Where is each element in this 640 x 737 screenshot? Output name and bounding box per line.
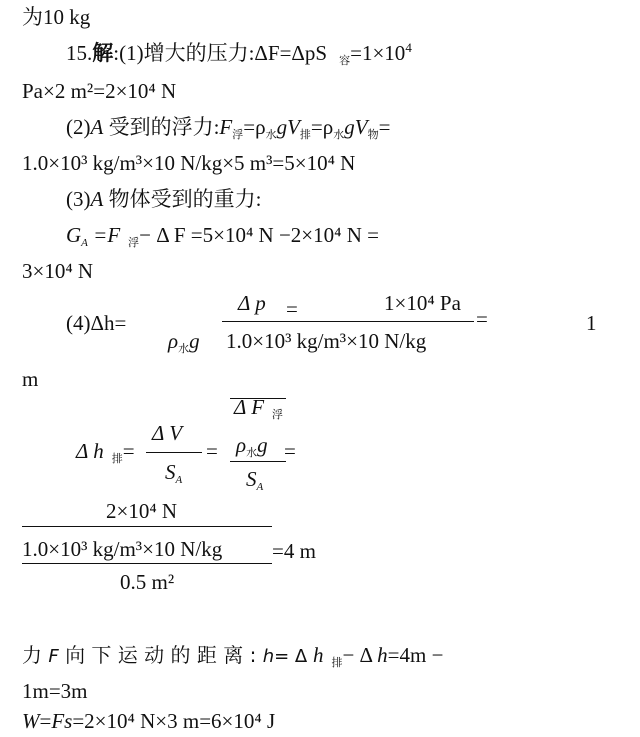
fraction-numerator xyxy=(238,290,266,316)
text-line xyxy=(22,642,443,670)
delta-h: Δ h xyxy=(76,439,104,463)
text-line xyxy=(66,40,412,66)
area-value: 0.5 m² xyxy=(120,570,175,594)
line-text: =ρ xyxy=(310,115,334,139)
equals-sign: = xyxy=(39,709,52,733)
line-text: gV xyxy=(344,115,368,139)
line-text: = Δ xyxy=(274,646,313,667)
line-text: Pa×2 m²=2×10⁴ N xyxy=(22,79,177,103)
subscript: A xyxy=(175,474,183,486)
fraction-numerator xyxy=(106,498,177,524)
text-line xyxy=(22,258,93,284)
text-line xyxy=(76,438,135,464)
line-text: 受到的浮力: xyxy=(103,115,220,139)
subscript: 排 xyxy=(111,453,123,465)
fraction-bar xyxy=(22,563,272,564)
inner-denominator xyxy=(236,432,268,458)
numerator-text: 1×10⁴ Pa xyxy=(384,291,461,315)
subscript: 物 xyxy=(367,129,379,141)
fraction-numerator xyxy=(234,394,283,420)
line-text: =ρ xyxy=(243,115,266,139)
line-text: 物体受到的重力: xyxy=(103,187,262,211)
text-line xyxy=(22,708,275,734)
line-text: =4m − xyxy=(387,643,444,667)
work-symbol: W xyxy=(22,709,40,733)
s-symbol: S xyxy=(246,467,257,491)
result-value: 1 xyxy=(586,311,597,335)
equals xyxy=(206,438,218,464)
fraction-denominator xyxy=(246,466,263,492)
s-symbol: S xyxy=(165,460,176,484)
delta-f: Δ F xyxy=(234,395,265,419)
subscript: 容 xyxy=(339,55,351,67)
superscript: 4 xyxy=(405,40,412,55)
line-text: 为10 kg xyxy=(22,5,91,29)
subscript: 水 xyxy=(333,129,345,141)
subscript: 水 xyxy=(246,447,258,459)
rho-symbol: ρ xyxy=(236,433,247,457)
numerator-text: 2×10⁴ N xyxy=(106,499,178,523)
line-text: 1m=3m xyxy=(22,679,88,703)
line-text: (4)Δh= xyxy=(66,311,127,335)
subscript: 浮 xyxy=(272,409,284,421)
force-symbol: F xyxy=(48,646,59,667)
part-label: (3) xyxy=(66,187,91,211)
question-number: 15. xyxy=(66,41,93,65)
h-symbol: h xyxy=(377,643,388,667)
part-label: (2) xyxy=(66,115,91,139)
equals xyxy=(284,438,296,464)
subscript: A xyxy=(81,237,88,249)
subscript: 排 xyxy=(331,657,343,669)
fraction-bar xyxy=(22,526,272,527)
equals-sign: = xyxy=(122,439,135,463)
line-text: 3×10⁴ N xyxy=(22,259,94,283)
result xyxy=(272,538,316,564)
denominator-text: 1.0×10³ kg/m³×10 N/kg xyxy=(22,537,223,561)
line-text: − Δ F =5×10⁴ N −2×10⁴ N = xyxy=(139,223,379,247)
text-line xyxy=(22,366,38,392)
clipped-numerator xyxy=(150,421,200,445)
fraction-dash xyxy=(286,296,298,322)
denominator-text: 1.0×10³ kg/m³×10 N/kg xyxy=(226,329,427,353)
result-value: =4 m xyxy=(272,539,316,563)
text-line xyxy=(22,4,90,30)
line-text: :(1)增大的压力:ΔF=ΔpS xyxy=(113,41,328,65)
fraction-bar xyxy=(222,321,474,322)
gravity-symbol: G xyxy=(66,223,82,247)
fraction-denominator xyxy=(165,459,182,485)
equals xyxy=(476,306,488,332)
fraction-numerator xyxy=(152,420,182,446)
g-symbol: g xyxy=(257,433,268,457)
rho-symbol: ρ xyxy=(168,329,179,353)
fraction-bar xyxy=(146,452,202,453)
subscript: 排 xyxy=(299,129,311,141)
h-symbol: h xyxy=(262,646,275,667)
line-text: =1×10 xyxy=(350,41,406,65)
text-line xyxy=(586,310,597,336)
delta-v: Δ V xyxy=(152,421,183,445)
fraction-bar xyxy=(230,461,286,462)
equals-sign: = xyxy=(476,307,488,331)
subscript: A xyxy=(256,481,264,493)
line-text: 向 下 运 动 的 距 离 : xyxy=(58,643,263,667)
force-symbol: F xyxy=(219,115,233,139)
fraction-denominator xyxy=(168,328,200,354)
text-line xyxy=(66,310,126,336)
object-label: A xyxy=(90,115,104,139)
inner-denominator xyxy=(22,536,222,562)
text-line xyxy=(66,114,390,140)
fraction-numerator xyxy=(384,290,461,316)
line-text: gV xyxy=(276,115,300,139)
g-symbol: g xyxy=(189,329,200,353)
line-text: Fs xyxy=(51,709,73,733)
unit-text: m xyxy=(22,367,39,391)
text-line xyxy=(66,222,379,248)
subscript: 水 xyxy=(265,129,277,141)
object-label: A xyxy=(90,187,104,211)
equals-sign: = xyxy=(284,439,296,463)
fraction-denominator xyxy=(226,328,426,354)
h-symbol: h xyxy=(312,643,324,667)
solution-label: 解 xyxy=(92,41,114,65)
subscript: 浮 xyxy=(128,237,140,249)
text-line xyxy=(22,150,355,176)
text-line xyxy=(22,678,88,704)
line-text: − Δ xyxy=(342,643,378,667)
line-text: = xyxy=(378,115,391,139)
equals-sign: = xyxy=(206,439,218,463)
equals-sign: = xyxy=(286,297,298,321)
fraction-denominator xyxy=(120,569,174,595)
line-text: 1.0×10³ kg/m³×10 N/kg×5 m³=5×10⁴ N xyxy=(22,151,356,175)
line-text: =F xyxy=(87,223,121,247)
text-line xyxy=(66,186,261,212)
text-line xyxy=(22,78,176,104)
subscript: 水 xyxy=(178,343,190,355)
subscript: 浮 xyxy=(232,129,244,141)
delta-p: Δ p xyxy=(238,291,266,315)
line-text: =2×10⁴ N×3 m=6×10⁴ J xyxy=(72,709,276,733)
line-text: 力 xyxy=(22,643,49,667)
